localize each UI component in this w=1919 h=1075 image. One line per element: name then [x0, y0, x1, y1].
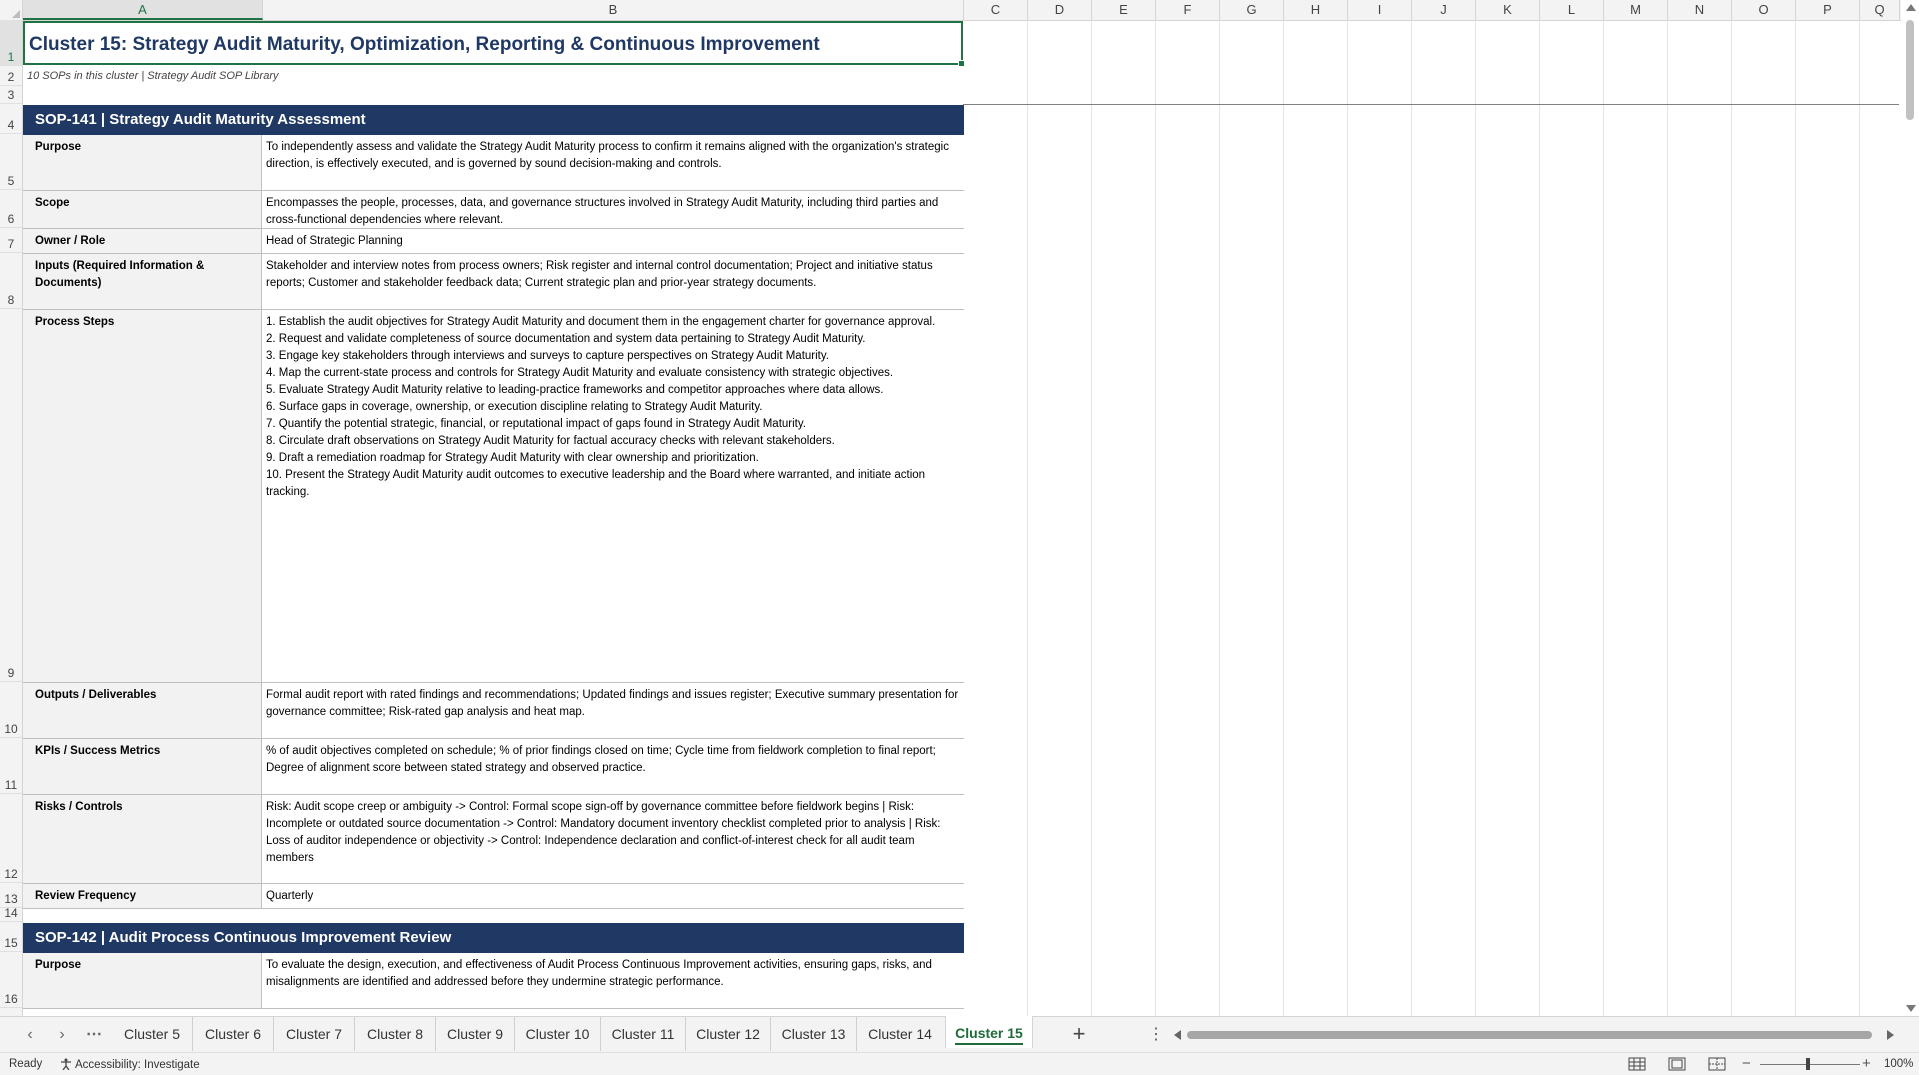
select-all-corner[interactable] — [0, 0, 23, 20]
column-header-j[interactable]: J — [1412, 0, 1476, 20]
column-header-p[interactable]: P — [1796, 0, 1860, 20]
field-row-kpis — [23, 739, 964, 795]
sheet-tab[interactable]: Cluster 8 — [355, 1017, 436, 1051]
divider-line — [963, 104, 1899, 105]
row-header[interactable]: 11 — [0, 738, 22, 794]
scroll-up-arrow-icon[interactable] — [1906, 4, 1916, 11]
column-header-n[interactable]: N — [1668, 0, 1732, 20]
field-value[interactable]: Encompasses the people, processes, data, and governance structures involved in Strategy Audit Maturity, including third parties and cross-functional dependencies where relevant. — [266, 197, 939, 226]
vertical-scrollbar[interactable] — [1901, 0, 1919, 1016]
column-header-o[interactable]: O — [1732, 0, 1796, 20]
row-header[interactable]: 1 — [0, 20, 22, 66]
column-header-b[interactable]: B — [263, 0, 964, 20]
field-value[interactable]: Quarterly — [266, 890, 314, 902]
column-header-l[interactable]: L — [1540, 0, 1604, 20]
field-value[interactable]: Stakeholder and interview notes from process owners; Risk register and internal control documentation; Project and initiative status reports; Customer and stakeholder feedback data; Current strategic plan and prior-year strategy documents. — [266, 260, 933, 289]
row-header[interactable]: 6 — [0, 190, 22, 228]
column-header-bar — [0, 0, 1919, 21]
sheet-tab[interactable]: Cluster 12 — [686, 1017, 771, 1051]
row-header[interactable]: 8 — [0, 253, 22, 309]
sop-header[interactable]: SOP-142 | Audit Process Continuous Improvement Review — [23, 923, 964, 953]
add-sheet-icon[interactable]: + — [1072, 1021, 1086, 1046]
field-row-risks — [23, 795, 964, 884]
zoom-slider-thumb[interactable] — [1806, 1058, 1810, 1070]
sop-header[interactable]: SOP-141 | Strategy Audit Maturity Assessment — [23, 105, 964, 135]
horizontal-scroll-thumb[interactable] — [1187, 1031, 1872, 1039]
zoom-in-icon[interactable]: + — [1862, 1055, 1871, 1072]
field-label[interactable]: Purpose — [23, 953, 262, 1008]
row-header[interactable]: 3 — [0, 86, 22, 104]
sheet-tab-active[interactable]: Cluster 15 — [945, 1016, 1033, 1048]
field-label[interactable]: Process Steps — [23, 310, 262, 682]
zoom-slider[interactable] — [1760, 1064, 1860, 1065]
column-header-a[interactable]: A — [23, 0, 263, 20]
column-header-f[interactable]: F — [1156, 0, 1220, 20]
field-row-review-frequency — [23, 884, 964, 909]
zoom-level[interactable]: 100% — [1884, 1058, 1914, 1070]
scroll-left-arrow-icon[interactable] — [1174, 1030, 1181, 1040]
column-header-e[interactable]: E — [1092, 0, 1156, 20]
column-header-h[interactable]: H — [1284, 0, 1348, 20]
field-label[interactable]: Purpose — [23, 135, 262, 190]
accessibility-label: Accessibility: Investigate — [75, 1059, 200, 1071]
row-header[interactable]: 2 — [0, 66, 22, 86]
normal-view-icon[interactable] — [1628, 1057, 1646, 1071]
accessibility-icon — [60, 1058, 72, 1070]
field-row-scope — [23, 191, 964, 229]
cluster-title-cell[interactable]: Cluster 15: Strategy Audit Maturity, Optimization, Reporting & Continuous Improvement — [23, 21, 963, 65]
row-header[interactable]: 4 — [0, 104, 22, 134]
row-header[interactable]: 15 — [0, 922, 22, 952]
sheet-tab[interactable]: Cluster 10 — [515, 1017, 601, 1051]
chevron-right-icon[interactable]: › — [59, 1026, 65, 1043]
row-header[interactable]: 5 — [0, 134, 22, 190]
column-header-g[interactable]: G — [1220, 0, 1284, 20]
row-header[interactable]: 7 — [0, 228, 22, 253]
row-header-bar — [0, 20, 23, 1016]
field-row-owner — [23, 229, 964, 254]
row-header[interactable]: 9 — [0, 309, 22, 682]
more-sheets-icon[interactable]: ⋯ — [86, 1026, 102, 1043]
field-value[interactable]: To independently assess and validate the Strategy Audit Maturity process to confirm it remains aligned with the organization's strategic direction, is effectively executed, and is governed by sound decision-making and controls. — [266, 141, 949, 170]
cluster-subtitle[interactable]: 10 SOPs in this cluster | Strategy Audit SOP Library — [27, 70, 279, 82]
sheet-tab[interactable]: Cluster 6 — [193, 1017, 274, 1051]
scroll-right-arrow-icon[interactable] — [1887, 1030, 1894, 1040]
vertical-scroll-thumb[interactable] — [1906, 20, 1914, 120]
field-label[interactable]: Scope — [23, 191, 262, 228]
field-row-purpose — [23, 135, 964, 191]
field-label[interactable]: Review Frequency — [23, 884, 262, 908]
accessibility-status[interactable] — [60, 1058, 200, 1071]
field-value[interactable]: Head of Strategic Planning — [266, 235, 403, 247]
page-break-preview-icon[interactable] — [1708, 1057, 1726, 1071]
field-value[interactable]: To evaluate the design, execution, and effectiveness of Audit Process Continuous Improvement activities, ensuring gaps, risks, and misalignments are identified and addressed before they undermine strategic performance. — [266, 959, 932, 988]
row-header[interactable]: 13 — [0, 883, 22, 908]
field-value[interactable]: 1. Establish the audit objectives for Strategy Audit Maturity and document them in the engagement charter for governance approval. 2. Request and validate completeness of source documentation and system data pertaining to Strategy Audit Maturity. 3. Engage key stakeholders through interviews and surveys to capture perspectives on Strategy Audit Maturity. 4. Map the current-state process and controls for Strategy Audit Maturity and evaluate consistency with strategic objectives. 5. Evaluate Strategy Audit Maturity relative to leading-practice frameworks and competitor approaches where data allows. 6. Surface gaps in coverage, ownership, or execution discipline relating to Strategy Audit Maturity. 7. Quantify the potential strategic, financial, or reputational impact of gaps found in Strategy Audit Maturity. 8. Circulate draft observations on Strategy Audit Maturity for factual accuracy checks with relevant stakeholders. 9. Draft a remediation roadmap for Strategy Audit Maturity with clear ownership and prioritization. 10. Present the Strategy Audit Maturity audit outcomes to executive leadership and the Board where warranted, and initiate action tracking. — [266, 316, 936, 498]
horizontal-scrollbar[interactable] — [1172, 1027, 1896, 1043]
row-header[interactable]: 14 — [0, 908, 22, 922]
field-label[interactable]: Outputs / Deliverables — [23, 683, 262, 738]
sheet-tab[interactable]: Cluster 13 — [771, 1017, 857, 1051]
sheet-tab[interactable]: Cluster 5 — [112, 1017, 193, 1051]
worksheet-grid[interactable] — [23, 21, 1899, 1016]
field-row-purpose — [23, 953, 964, 1009]
page-layout-view-icon[interactable] — [1668, 1057, 1686, 1071]
status-ready-text: Ready — [9, 1058, 43, 1070]
sheet-tab[interactable]: Cluster 7 — [274, 1017, 355, 1051]
sheet-tab[interactable]: Cluster 9 — [436, 1017, 515, 1051]
field-label[interactable]: Inputs (Required Information & Documents) — [23, 254, 262, 309]
scroll-down-arrow-icon[interactable] — [1906, 1005, 1916, 1012]
field-row-inputs — [23, 254, 964, 310]
status-bar — [0, 1052, 1919, 1075]
chevron-left-icon[interactable]: ‹ — [27, 1026, 33, 1043]
column-header-d[interactable]: D — [1028, 0, 1092, 20]
row-header[interactable]: 12 — [0, 794, 22, 883]
row-header[interactable]: 16 — [0, 952, 22, 1008]
field-label[interactable]: Owner / Role — [23, 229, 262, 253]
column-header-m[interactable]: M — [1604, 0, 1668, 20]
column-header-k[interactable]: K — [1476, 0, 1540, 20]
sheet-tab[interactable]: Cluster 11 — [601, 1017, 686, 1051]
field-value[interactable]: % of audit objectives completed on schedule; % of prior findings closed on time; Cycle time from fieldwork completion to final report; Degree of alignment score between stated strategy and observed practice. — [266, 745, 936, 774]
field-label[interactable]: Risks / Controls — [23, 795, 262, 883]
column-header-q[interactable]: Q — [1860, 0, 1900, 20]
more-options-icon[interactable]: ⋮ — [1148, 1026, 1164, 1043]
field-row-outputs — [23, 683, 964, 739]
field-label[interactable]: KPIs / Success Metrics — [23, 739, 262, 794]
column-header-c[interactable]: C — [964, 0, 1028, 20]
field-value[interactable]: Formal audit report with rated findings and recommendations; Updated findings and issues register; Executive summary presentation for governance committee; Risk-rated gap analysis and heat map. — [266, 689, 959, 718]
sheet-tab-bar — [0, 1016, 1919, 1053]
field-row-process-steps — [23, 310, 964, 683]
column-header-i[interactable]: I — [1348, 0, 1412, 20]
sheet-tab[interactable]: Cluster 14 — [868, 1026, 932, 1042]
row-header[interactable]: 10 — [0, 682, 22, 738]
zoom-out-icon[interactable]: − — [1742, 1055, 1751, 1072]
field-value[interactable]: Risk: Audit scope creep or ambiguity -> Control: Formal scope sign-off by governance committee before fieldwork begins | Risk: Incomplete or outdated source documentation -> Control: Mandatory document inventory checklist completed prior to analysis | Risk: Loss of auditor independence or objectivity -> Control: Independence declaration and conflict-of-interest check for all audit team members — [266, 801, 941, 864]
